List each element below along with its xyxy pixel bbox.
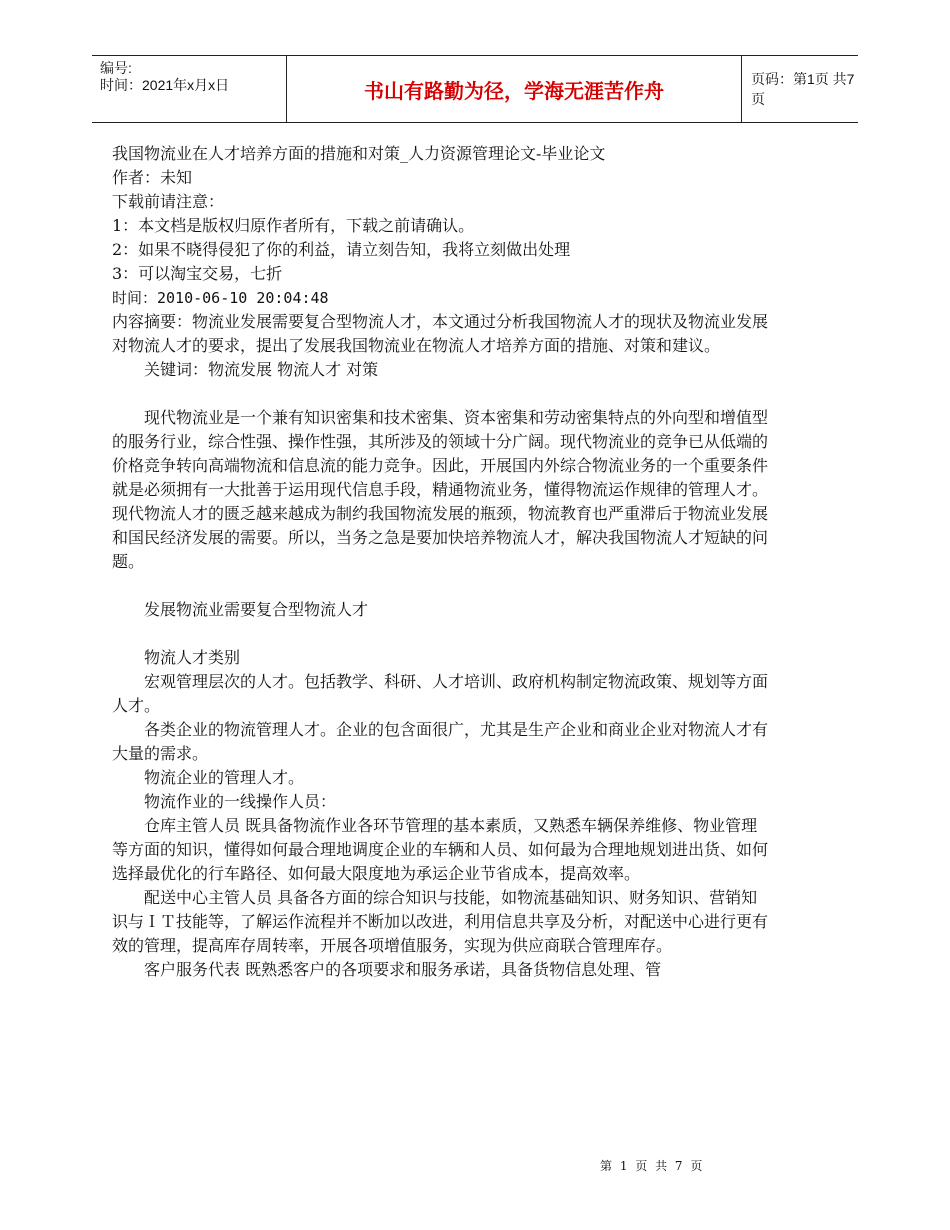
header-motto: 书山有路勤为径，学海无涯苦作舟 bbox=[286, 56, 742, 122]
notice-item: 2：如果不晓得侵犯了你的利益，请立刻告知，我将立刻做出处理 bbox=[112, 240, 571, 259]
role-paragraph: 客户服务代表 既熟悉客户的各项要求和服务承诺，具备货物信息处理、管 bbox=[144, 960, 662, 979]
header-page-info: 页码：第1页 共7页 bbox=[751, 71, 855, 107]
category-item: 各类企业的物流管理人才。企业的包含面很广，尤其是生产企业和商业企业对物流人才有大量的需求。 bbox=[112, 720, 769, 763]
category-item: 物流企业的管理人才。 bbox=[144, 768, 305, 787]
section-heading: 发展物流业需要复合型物流人才 bbox=[144, 600, 369, 619]
header-meta bbox=[100, 56, 286, 126]
intro-paragraph: 现代物流业是一个兼有知识密集和技术密集、资本密集和劳动密集特点的外向型和增值型的服务行业，综合性强、操作性强，其所涉及的领域十分广阔。现代物流业的竞争已从低端的价格竞争转向高端物流和信息流的能力竞争。因此，开展国内外综合物流业务的一个重要条件就是必须拥有一大批善于运用现代信息手段，精通物流业务，懂得物流运作规律的管理人才。现代物流人才的匮乏越来越成为制约我国物流发展的瓶颈，物流教育也严重滞后于物流业发展和国民经济发展的需要。所以，当务之急是要加快培养物流人才，解决我国物流人才短缺的问题。 bbox=[112, 408, 769, 571]
role-paragraph: 仓库主管人员 既具备物流作业各环节管理的基本素质，又熟悉车辆保养维修、物业管理等方面的知识，懂得如何最合理地调度企业的车辆和人员、如何最为合理地规划进出货、如何选择最优化的行车路径、如何最大限度地为承运企业节省成本，提高效率。 bbox=[112, 816, 769, 883]
time-label: 时间：2021年x月x日 bbox=[100, 77, 230, 93]
category-item: 宏观管理层次的人才。包括教学、科研、人才培训、政府机构制定物流政策、规划等方面人才。 bbox=[112, 672, 769, 715]
notice-item: 1：本文档是版权归原作者所有，下载之前请确认。 bbox=[112, 216, 475, 235]
number-label: 编号: bbox=[100, 60, 132, 76]
document-author: 作者：未知 bbox=[112, 168, 193, 187]
category-item: 物流作业的一线操作人员： bbox=[144, 792, 337, 811]
notice-title: 下载前请注意： bbox=[112, 192, 225, 211]
document-time: 时间：2010-06-10 20:04:48 bbox=[112, 289, 329, 307]
keywords: 关键词：物流发展 物流人才 对策 bbox=[144, 360, 379, 379]
subsection-heading: 物流人才类别 bbox=[144, 648, 241, 667]
page-footer: 第 1 页 共 7 页 bbox=[600, 1159, 705, 1173]
page-header bbox=[92, 55, 858, 123]
document-body bbox=[112, 142, 772, 982]
role-paragraph: 配送中心主管人员 具备各方面的综合知识与技能，如物流基础知识、财务知识、营销知识与ＩＴ技能等，了解运作流程并不断加以改进，利用信息共享及分析，对配送中心进行更有效的管理，提高库存周转率，开展各项增值服务，实现为供应商联合管理库存。 bbox=[112, 888, 769, 955]
abstract: 内容摘要：物流业发展需要复合型物流人才，本文通过分析我国物流人才的现状及物流业发展对物流人才的要求，提出了发展我国物流业在物流人才培养方面的措施、对策和建议。 bbox=[112, 312, 769, 355]
notice-item: 3：可以淘宝交易，七折 bbox=[112, 264, 283, 283]
document-title: 我国物流业在人才培养方面的措施和对策_人力资源管理论文-毕业论文 bbox=[112, 144, 606, 163]
